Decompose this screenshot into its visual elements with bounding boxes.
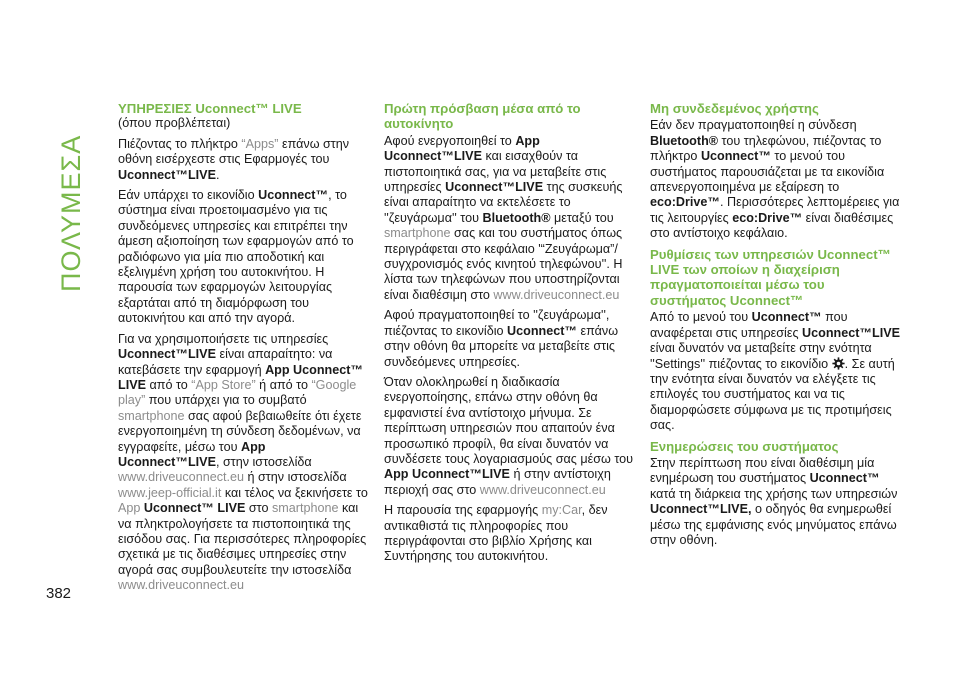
paragraph: Η παρουσία της εφαρμογής my:Car, δεν αντικαθιστά τις πληροφορίες που περιγράφονται στο βιβλίο Χρήσης και Συντήρησης του αυτοκινήτου. xyxy=(384,503,608,564)
paragraph: Για να χρησιμοποιήσετε τις υπηρεσίες Uconnect™LIVE είναι απαραίτητο: να κατεβάσετε την εφαρμογή App Uconnect™ LIVE από το “App Store” ή από το “Google play” που υπάρχει για το συμβατό smartphone σας αφού βεβαιωθείτε ότι έχετε ενεργοποιημένη τη σύνδεση δεδομένων, να εγγραφείτε, μέσω του App Uconnect™LIVE, στην ιστοσελίδα www.driveuconnect.eu ή στην ιστοσελίδα www.jeep-official.it και τέλος να ξεκινήσετε το App Uconnect™ LIVE στο smartphone και να πληκτρολογήσετε τα πιστοποιητικά της εισόδου σας. Για περισσότερες πληροφορίες σχετικά με τις διαθέσιμες υπηρεσίες στην αγορά σας συμβουλευτείτε την ιστοσελίδα www.driveuconnect.eu xyxy=(118,331,368,593)
heading-system-updates: Ενημερώσεις του συστήματος xyxy=(650,438,839,454)
gear-icon xyxy=(832,357,845,370)
column-1 xyxy=(118,101,370,599)
link-driveuconnect: www.driveuconnect.eu xyxy=(118,578,245,593)
heading-first-access: Πρώτη πρόσβαση μέσα από το αυτοκίνητο xyxy=(384,101,581,132)
paragraph: Αφού πραγματοποιηθεί το ''ζευγάρωμα'', πιέζοντας το εικονίδιο Uconnect™ επάνω στην οθόνη θα μπορείτε να μεταβείτε στις συνδεόμενες υπηρεσίες. xyxy=(384,308,619,369)
paragraph: Αφού ενεργοποιηθεί το App Uconnect™LIVE και εισαχθούν τα πιστοποιητικά σας, για να μεταβείτε στις υπηρεσίες Uconnect™LIVE της συσκευής είναι απαραίτητο να εκτελέσετε το ''ζευγάρωμα'' του Bluetooth® μεταξύ του smartphone σας και του συστήματος όπως περιγράφεται στο κεφάλαιο '“Ζευγάρωμα”/συγχρονισμός ενός κινητού τηλεφώνου''. Η λίστα των τηλεφώνων που υποστηρίζονται είναι διαθέσιμη στο www.driveuconnect.eu xyxy=(384,133,623,302)
paragraph: Από το μενού του Uconnect™ που αναφέρεται στις υπηρεσίες Uconnect™LIVE είναι δυνατόν να μεταβείτε στην ενότητα ''Settings'' πιέζοντας το εικονίδιο . Σε αυτή την ενότητα είναι δυνατόν να ελέγξετε τις επιλογές του συστήματος και να τις διαμορφώσετε σύμφωνα με τις προτιμήσεις σας. xyxy=(650,310,900,433)
page-number: 382 xyxy=(46,585,72,602)
paragraph: Εάν δεν πραγματοποιηθεί η σύνδεση Bluetooth® του τηλεφώνου, πιέζοντας το πλήκτρο Uconnect™ το μενού του συστήματος παρουσιάζεται με τα εικονίδια απενεργοποιημένα με εξαίρεση το eco:Drive™. Περισσότερες λεπτομέρειες για τις λειτουργίες eco:Drive™ είναι διαθέσιμες στο αντίστοιχο κεφάλαιο. xyxy=(650,118,900,241)
paragraph: Εάν υπάρχει το εικονίδιο Uconnect™, το σύστημα είναι προετοιμασμένο για τις συνδεόμενες υπηρεσίες και επιτρέπει την άμεση αξιοποίηση των εφαρμογών από το ραδιόφωνο για μία πιο αποδοτική και εξελιγμένη χρήση του αυτοκινήτου. Η παρουσία των εφαρμογών λειτουργίας εξαρτάται από τη διαμόρφωση του αυτοκινήτου και από την αγορά. xyxy=(118,188,354,326)
link-driveuconnect: www.driveuconnect.eu xyxy=(493,287,620,302)
column-3 xyxy=(650,101,902,553)
link-driveuconnect: www.driveuconnect.eu xyxy=(479,482,606,497)
paragraph: Στην περίπτωση που είναι διαθέσιμη μία ενημέρωση του συστήματος Uconnect™ κατά τη διάρκεια της χρήσης των υπηρεσιών Uconnect™LIVE, ο οδηγός θα ενημερωθεί μέσω της εμφάνισης ενός μηνύματος επάνω στην οθόνη. xyxy=(650,455,898,547)
column-2 xyxy=(384,101,636,570)
heading-uconnect-live-services: ΥΠΗΡΕΣΙΕΣ Uconnect™ LIVE xyxy=(118,101,302,116)
heading-service-settings: Ρυθμίσεις των υπηρεσιών Uconnect™ LIVE των οποίων η διαχείριση πραγματοποιείται μέσω του συστήματος Uconnect™ xyxy=(650,246,891,308)
paragraph: Όταν ολοκληρωθεί η διαδικασία ενεργοποίησης, επάνω στην οθόνη θα εμφανιστεί ένα αντίστοιχο μήνυμα. Σε περίπτωση υπηρεσιών που απαιτούν ένα προσωπικό προφίλ, θα είναι δυνατόν να συνδέσετε τους λογαριασμούς σας μέσω του App Uconnect™LIVE ή στην αντίστοιχη περιοχή σας στο www.driveuconnect.eu xyxy=(384,374,634,497)
side-section-title: ΠΟΛΥΜΕΣΑ xyxy=(56,134,86,292)
side-section-title-area xyxy=(0,0,100,678)
paragraph: Πιέζοντας το πλήκτρο “Apps” επάνω στην οθόνη εισέρχεστε στις Εφαρμογές του Uconnect™LIVE. xyxy=(118,136,350,182)
link-jeep-official: www.jeep-official.it xyxy=(118,485,222,500)
link-driveuconnect: www.driveuconnect.eu xyxy=(118,470,245,485)
heading-subtitle: (όπου προβλέπεται) xyxy=(118,116,231,131)
heading-non-connected-user: Μη συνδεδεμένος χρήστης xyxy=(650,101,819,116)
